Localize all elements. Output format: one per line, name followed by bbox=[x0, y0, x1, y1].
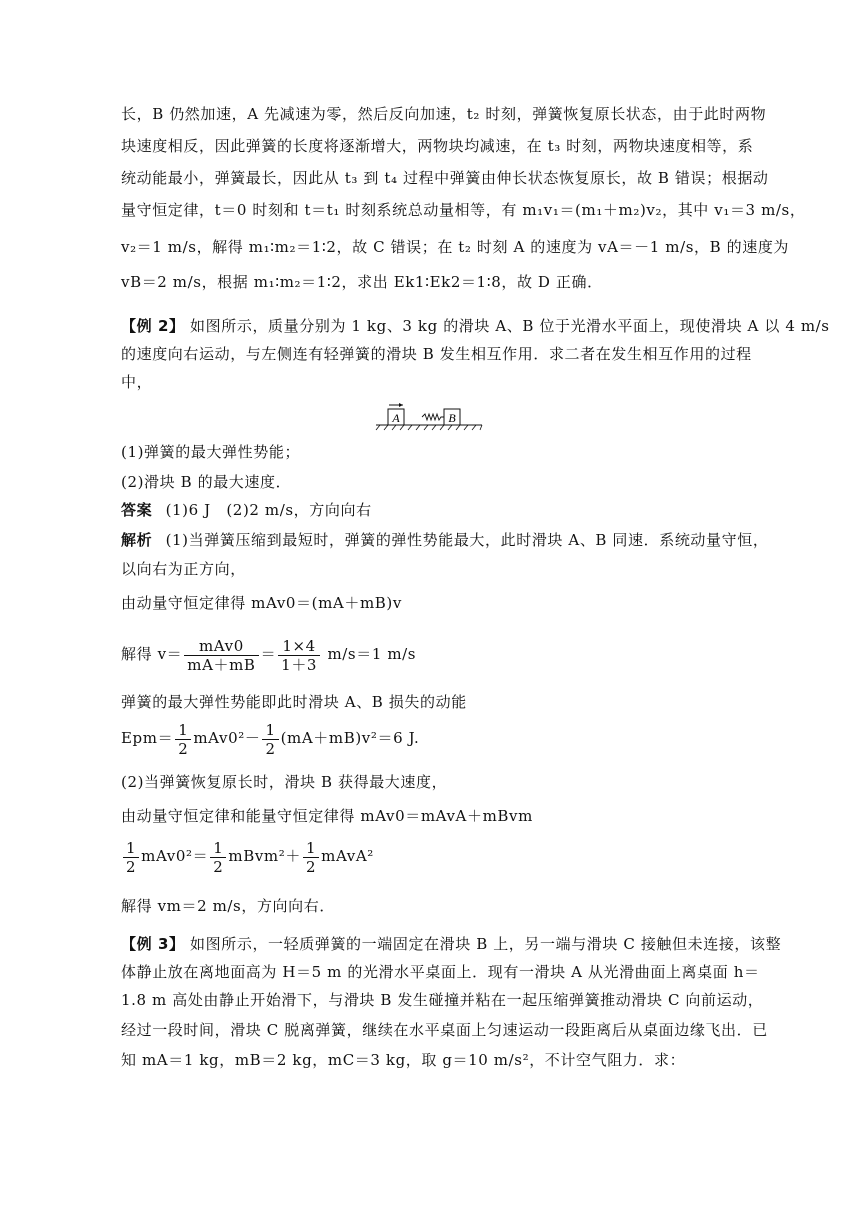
fraction-half: $\frac{1}{2}$ bbox=[210, 839, 226, 876]
analysis-tag: 解析 bbox=[121, 531, 153, 549]
fraction: $\frac{1\times 4}{1+3}$ bbox=[278, 637, 320, 674]
text-line: 量守恒定律，t＝0 时刻和 t＝t₁ 时刻系统总动量相等，有 m₁v₁＝(m₁＋m₂)v₂，其中 v₁＝3 m/s， bbox=[121, 201, 806, 219]
fraction-half: $\frac{1}{2}$ bbox=[303, 839, 319, 876]
answer-line bbox=[121, 500, 768, 520]
fraction-half: $\frac{1}{2}$ bbox=[175, 721, 191, 758]
analysis-line2: 以向右为正方向， bbox=[121, 560, 246, 578]
text-line: 块速度相反，因此弹簧的长度将逐渐增大，两物块均减速，在 t₃ 时刻，两物块速度相等，系 bbox=[121, 137, 754, 155]
example2-tag: 【例 2】 bbox=[121, 317, 185, 335]
example3-line4: 经过一段时间，滑块 C 脱离弹簧，继续在水平桌面上匀速运动一段距离后从桌面边缘飞出．已 bbox=[121, 1021, 768, 1039]
answer-tag: 答案 bbox=[121, 501, 153, 519]
answer-text: (1)6 J (2)2 m/s，方向向右 bbox=[165, 501, 372, 519]
question-1: (1)弹簧的最大弹性势能； bbox=[121, 443, 301, 461]
equation-velocity: 解得 v＝ $\frac{\text{mAv0}}{mA+mB}$ ＝ $\frac{1\times 4}{1+3}$ m/s＝1 m/s bbox=[121, 636, 417, 674]
example3-line2: 体静止放在离地面高为 H＝5 m 的光滑水平桌面上．现有一滑块 A 从光滑曲面上离桌面 h＝ bbox=[121, 963, 760, 981]
example3-line3: 1.8 m 高处由静止开始滑下，与滑块 B 发生碰撞并粘在一起压缩弹簧推动滑块 C 向前运动， bbox=[121, 991, 764, 1009]
energy-statement: 弹簧的最大弹性势能即此时滑块 A、B 损失的动能 bbox=[121, 693, 467, 711]
spring-blocks-figure bbox=[374, 401, 484, 431]
example3-line1: 【例 3】 如图所示，一轻质弹簧的一端固定在滑块 B 上，另一端与滑块 C 接触但未连接，该整 bbox=[121, 935, 782, 953]
equation-momentum: 由动量守恒定律得 mAv0＝(mA＋mB)v bbox=[121, 594, 402, 612]
text-line: vB＝2 m/s，根据 m₁∶m₂＝1∶2，求出 Ek1∶Ek2＝1∶8，故 D 正确． bbox=[121, 273, 603, 291]
fraction-half: $\frac{1}{2}$ bbox=[262, 721, 278, 758]
equation-energy: Epm＝ $\frac{1}{2}$ mAv0²－ $\frac{1}{2}$ (mA＋mB)v²＝6 J. bbox=[121, 720, 420, 758]
text-line: v₂＝1 m/s，解得 m₁∶m₂＝1∶2，故 C 错误；在 t₂ 时刻 A 的速度为 vA＝－1 m/s，B 的速度为 bbox=[121, 238, 790, 256]
part2-line1: (2)当弹簧恢复原长时，滑块 B 获得最大速度， bbox=[121, 773, 448, 791]
example2-line2: 的速度向右运动，与左侧连有轻弹簧的滑块 B 发生相互作用．求二者在发生相互作用的过程 bbox=[121, 345, 752, 363]
result-line: 解得 vm＝2 m/s，方向向右． bbox=[121, 897, 335, 915]
equation-energy-conservation: $\frac{1}{2}$ mAv0²＝ $\frac{1}{2}$ mBvm²＋ $\frac{1}{2}$ mAvA² bbox=[121, 836, 768, 876]
part2-line2: 由动量守恒定律和能量守恒定律得 mAv0＝mAvA＋mBvm bbox=[121, 807, 533, 825]
block-b-label: B bbox=[448, 411, 456, 425]
example2-line1: 【例 2】 如图所示，质量分别为 1 kg、3 kg 的滑块 A、B 位于光滑水平面上，现使滑块 A 以 4 m/s bbox=[121, 317, 830, 335]
text-line: 统动能最小，弹簧最长，因此从 t₃ 到 t₄ 过程中弹簧由伸长状态恢复原长，故 B 错误；根据动 bbox=[121, 169, 769, 187]
example2-line3: 中， bbox=[121, 373, 153, 391]
spring bbox=[422, 414, 444, 420]
fraction: $\frac{\text{mAv0}}{mA+mB}$ bbox=[184, 637, 258, 674]
block-a-label: A bbox=[392, 411, 400, 425]
question-2: (2)滑块 B 的最大速度． bbox=[121, 473, 292, 491]
text-line: 长，B 仍然加速，A 先减速为零，然后反向加速，t₂ 时刻，弹簧恢复原长状态，由于此时两物 bbox=[121, 105, 767, 123]
example3-line5: 知 mA＝1 kg，mB＝2 kg，mC＝3 kg，取 g＝10 m/s²，不计空气阻力．求： bbox=[121, 1051, 686, 1069]
analysis-line1: 解析 (1)当弹簧压缩到最短时，弹簧的弹性势能最大，此时滑块 A、B 同速．系统动量守恒， bbox=[121, 531, 769, 549]
example3-tag: 【例 3】 bbox=[121, 935, 185, 953]
fraction-half: $\frac{1}{2}$ bbox=[123, 839, 139, 876]
